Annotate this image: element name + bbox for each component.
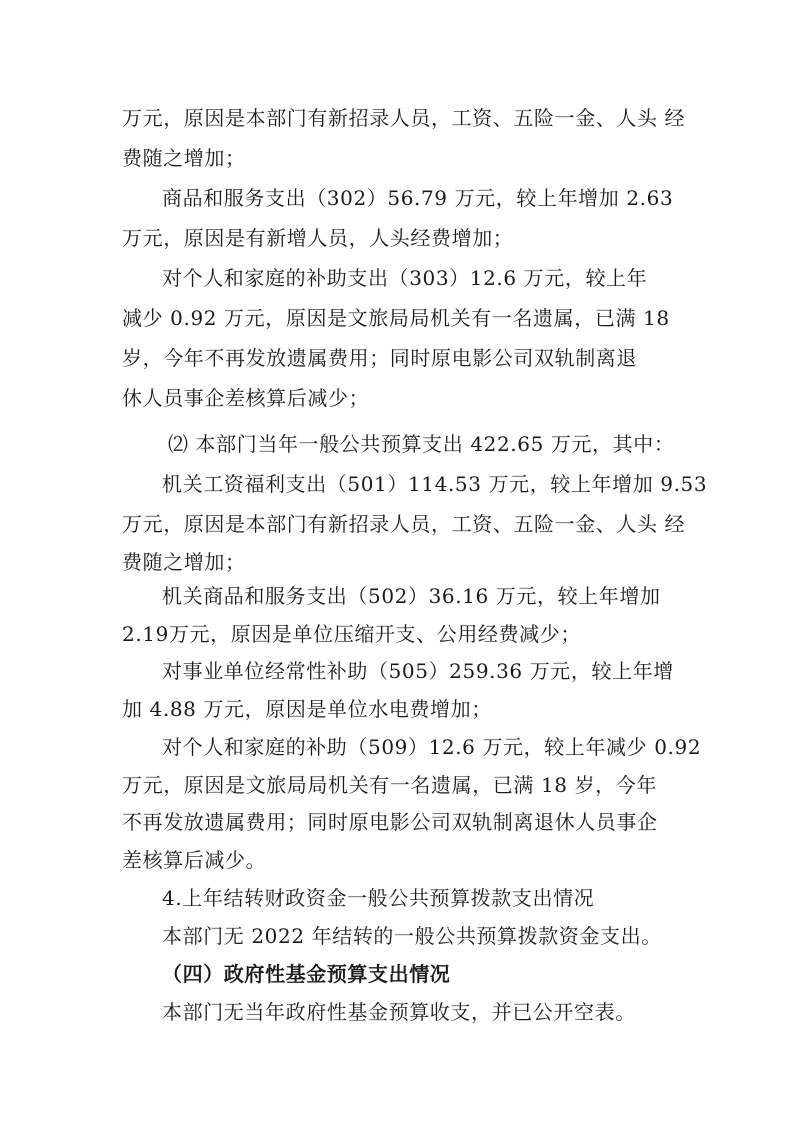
text-line-6: 减少 0.92 万元，原因是文旅局局机关有一名遗属，已满 18 (122, 306, 670, 330)
text-line-2: 费随之增加； (122, 146, 246, 170)
text-line-17: 对个人和家庭的补助（509）12.6 万元，较上年减少 0.92 (162, 735, 702, 759)
text-line-3: 商品和服务支出（302）56.79 万元，较上年增加 2.63 (162, 186, 674, 210)
text-line-18: 万元，原因是文旅局局机关有一名遗属，已满 18 岁，今年 (122, 773, 657, 797)
text-line-5: 对个人和家庭的补助支出（303）12.6 万元，较上年 (162, 266, 648, 290)
text-line-21: 4.上年结转财政资金一般公共预算拨款支出情况 (162, 886, 595, 910)
text-line-12: 费随之增加； (122, 550, 246, 574)
text-line-8: 休人员事企差核算后减少； (122, 386, 370, 410)
text-line-10: 机关工资福利支出（501）114.53 万元，较上年增加 9.53 (162, 472, 708, 496)
text-line-20: 差核算后减少。 (122, 848, 267, 872)
text-line-19: 不再发放遗属费用；同时原电影公司双轨制离退休人员事企 (122, 810, 658, 834)
text-line-11: 万元，原因是本部门有新招录人员，工资、五险一金、人头 经 (122, 512, 686, 536)
text-line-1: 万元，原因是本部门有新招录人员，工资、五险一金、人头 经 (122, 106, 686, 130)
text-line-13: 机关商品和服务支出（502）36.16 万元，较上年增加 (162, 584, 661, 608)
text-line-4: 万元，原因是有新增人员，人头经费增加； (122, 226, 514, 250)
text-line-7: 岁，今年不再发放遗属费用；同时原电影公司双轨制离退 (122, 346, 637, 370)
text-line-9: ⑵ 本部门当年一般公共预算支出 422.65 万元，其中： (168, 432, 675, 456)
text-line-24: 本部门无当年政府性基金预算收支，并已公开空表。 (162, 1000, 636, 1024)
text-line-14: 2.19万元，原因是单位压缩开支、公用经费减少； (122, 622, 581, 646)
section-heading: （四）政府性基金预算支出情况 (162, 962, 451, 986)
text-line-15: 对事业单位经常性补助（505）259.36 万元，较上年增 (162, 659, 674, 683)
text-line-22: 本部门无 2022 年结转的一般公共预算拨款资金支出。 (162, 924, 662, 948)
text-line-16: 加 4.88 万元，原因是单位水电费增加； (122, 697, 492, 721)
